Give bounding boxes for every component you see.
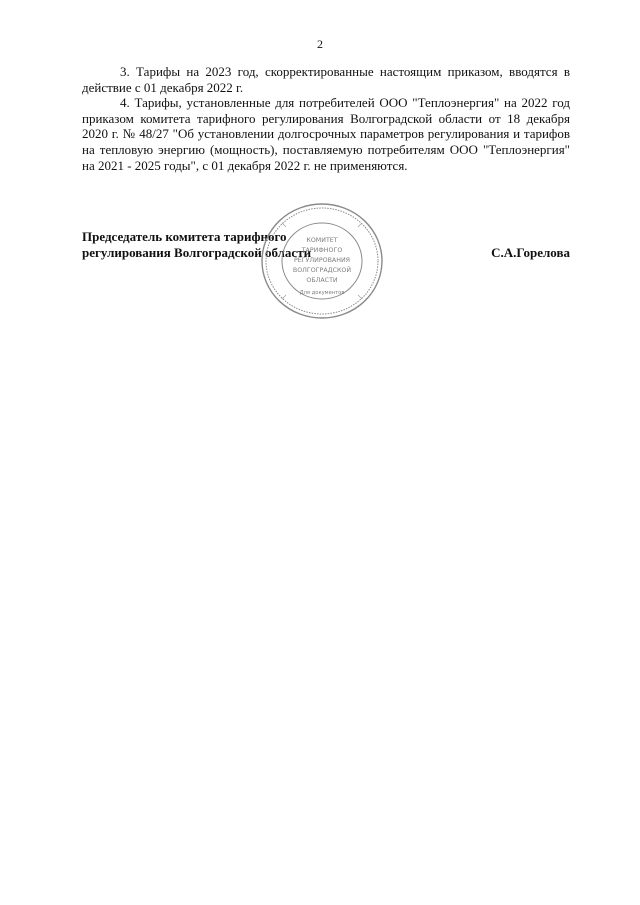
signatory-position-line-1: Председатель комитета тарифного <box>82 229 287 244</box>
seal-inner-line-5: ОБЛАСТИ <box>306 277 338 284</box>
signatory-position-line-2: регулирования Волгоградской области <box>82 245 312 260</box>
seal-inner-line-2: ТАРИФНОГО <box>301 247 343 254</box>
official-seal <box>260 201 384 321</box>
paragraph-3: 3. Тарифы на 2023 год, скорректированные настоящим приказом, вводятся в действие с 01 декабря 2022 г. <box>82 64 570 95</box>
seal-inner-line-3: РЕГУЛИРОВАНИЯ <box>293 257 351 264</box>
document-body <box>82 64 570 173</box>
seal-inner-line-1: КОМИТЕТ <box>306 237 338 244</box>
seal-bottom-text: Для документов <box>299 290 345 296</box>
seal-inner-line-4: ВОЛГОГРАДСКОЙ <box>292 267 352 274</box>
page-number: 2 <box>317 37 323 51</box>
signatory-name: С.А.Горелова <box>491 245 570 260</box>
paragraph-4: 4. Тарифы, установленные для потребителей ООО "Теплоэнергия" на 2022 год приказом комитета тарифного регулирования Волгоградской области от 18 декабря 2020 г. № 48/27 "Об установлении долгосрочных параметров регулирования и тарифов на тепловую энергию (мощность), поставляемую потребителям ООО "Теплоэнергия" на 2021 - 2025 годы", с 01 декабря 2022 г. не применяются. <box>82 95 570 173</box>
